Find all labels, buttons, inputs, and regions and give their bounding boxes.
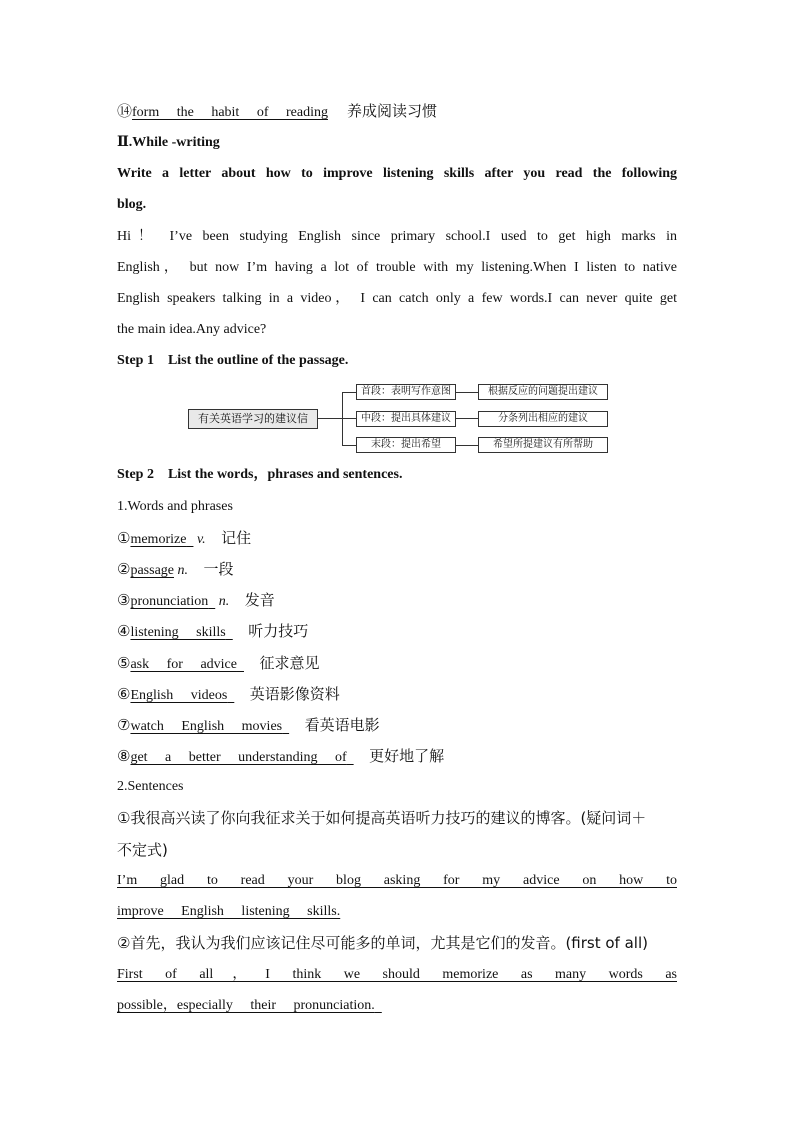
sentences-heading: 2.Sentences (117, 779, 184, 794)
sentence-1-answer-line-1: I’m glad to read your blog asking for my advice on how to (117, 873, 677, 888)
word-item-6 (117, 684, 677, 706)
word-answer: watch English movies (130, 719, 283, 734)
step-2-heading: Step 2 List the words，phrases and sentences. (117, 467, 403, 482)
word-item-3 (117, 590, 677, 612)
connector-line (318, 418, 342, 419)
sentence-2-answer-line-1: First of all，I think we should memorize as many words as (117, 967, 677, 982)
words-heading: 1.Words and phrases (117, 499, 233, 514)
item-marker: ① (117, 529, 131, 547)
connector-line (456, 418, 478, 419)
connector-line (342, 418, 356, 419)
word-translation: 看英语电影 (304, 716, 380, 734)
diagram-mid-box-2: 中段：提出具体建议 (356, 411, 456, 427)
word-item-7 (117, 715, 677, 737)
word-answer: English videos (130, 688, 228, 703)
connector-line (342, 392, 343, 446)
item-marker: ④ (117, 622, 131, 640)
diagram-right-box-2: 分条列出相应的建议 (478, 411, 608, 427)
word-translation: 发音 (244, 591, 275, 609)
item-marker: ⑦ (117, 716, 131, 734)
blog-line-2: English， but now I’m having a lot of trouble with my listening.When I listen to native (117, 260, 677, 275)
word-item-8 (117, 746, 677, 768)
phrase-translation: 养成阅读习惯 (346, 102, 437, 120)
phrase-item-14 (117, 101, 677, 123)
word-item-5 (117, 653, 677, 675)
word-answer: passage (130, 563, 174, 578)
sentence-2-question-line-1: ②首先，我认为我们应该记住尽可能多的单词，尤其是它们的发音。(first of all) (117, 934, 648, 952)
word-item-4 (117, 621, 677, 643)
connector-line (456, 392, 478, 393)
part-of-speech: n. (177, 563, 188, 578)
blog-line-3: English speakers talking in a video， I can catch only a few words.I can never quite get (117, 291, 677, 306)
part-of-speech: v. (196, 532, 206, 547)
connector-line (342, 445, 356, 446)
item-marker: ⑤ (117, 654, 131, 672)
word-translation: 一段 (203, 560, 234, 578)
word-item-2 (117, 559, 677, 581)
diagram-center-box: 有关英语学习的建议信 (188, 409, 318, 429)
word-translation: 更好地了解 (369, 747, 445, 765)
sentence-2-answer-line-2: possible，especially their pronunciation. (117, 998, 375, 1013)
connector-line (456, 445, 478, 446)
word-item-1 (117, 528, 677, 550)
sentence-1-question-line-2: 不定式) (117, 841, 168, 859)
connector-line (342, 392, 356, 393)
word-answer: ask for advice (130, 657, 237, 672)
step-1-heading: Step 1 List the outline of the passage. (117, 353, 349, 368)
word-answer: pronunciation (130, 594, 209, 609)
word-translation: 记住 (221, 529, 252, 547)
item-marker: ⑭ (117, 102, 133, 120)
item-marker: ⑥ (117, 685, 131, 703)
task-instruction-line-1: Write a letter about how to improve listening skills after you read the following (117, 166, 677, 181)
word-answer: memorize (130, 532, 187, 547)
item-marker: ③ (117, 591, 131, 609)
word-translation: 英语影像资料 (249, 685, 340, 703)
sentence-1-answer-line-2: improve English listening skills. (117, 904, 341, 919)
item-marker: ② (117, 560, 131, 578)
outline-diagram (188, 383, 608, 455)
sentence-1-question-line-1: ①我很高兴读了你向我征求关于如何提高英语听力技巧的建议的博客。(疑问词＋ (117, 809, 647, 827)
section-title: Ⅱ.While -writing (117, 135, 220, 150)
diagram-right-box-3: 希望所提建议有所帮助 (478, 437, 608, 453)
word-answer: listening skills (130, 625, 226, 640)
word-translation: 征求意见 (259, 654, 320, 672)
word-answer: get a better understanding of (130, 750, 347, 765)
diagram-mid-box-3: 末段：提出希望 (356, 437, 456, 453)
blog-line-4: the main idea.Any advice? (117, 322, 267, 337)
diagram-right-box-1: 根据反应的问题提出建议 (478, 384, 608, 400)
phrase-answer: form the habit of reading (132, 105, 328, 120)
blog-line-1: Hi！ I’ve been studying English since primary school.I used to get high marks in (117, 229, 677, 244)
item-marker: ⑧ (117, 747, 131, 765)
task-instruction-line-2: blog. (117, 197, 147, 212)
word-translation: 听力技巧 (248, 622, 309, 640)
diagram-mid-box-1: 首段：表明写作意图 (356, 384, 456, 400)
part-of-speech: n. (218, 594, 230, 609)
